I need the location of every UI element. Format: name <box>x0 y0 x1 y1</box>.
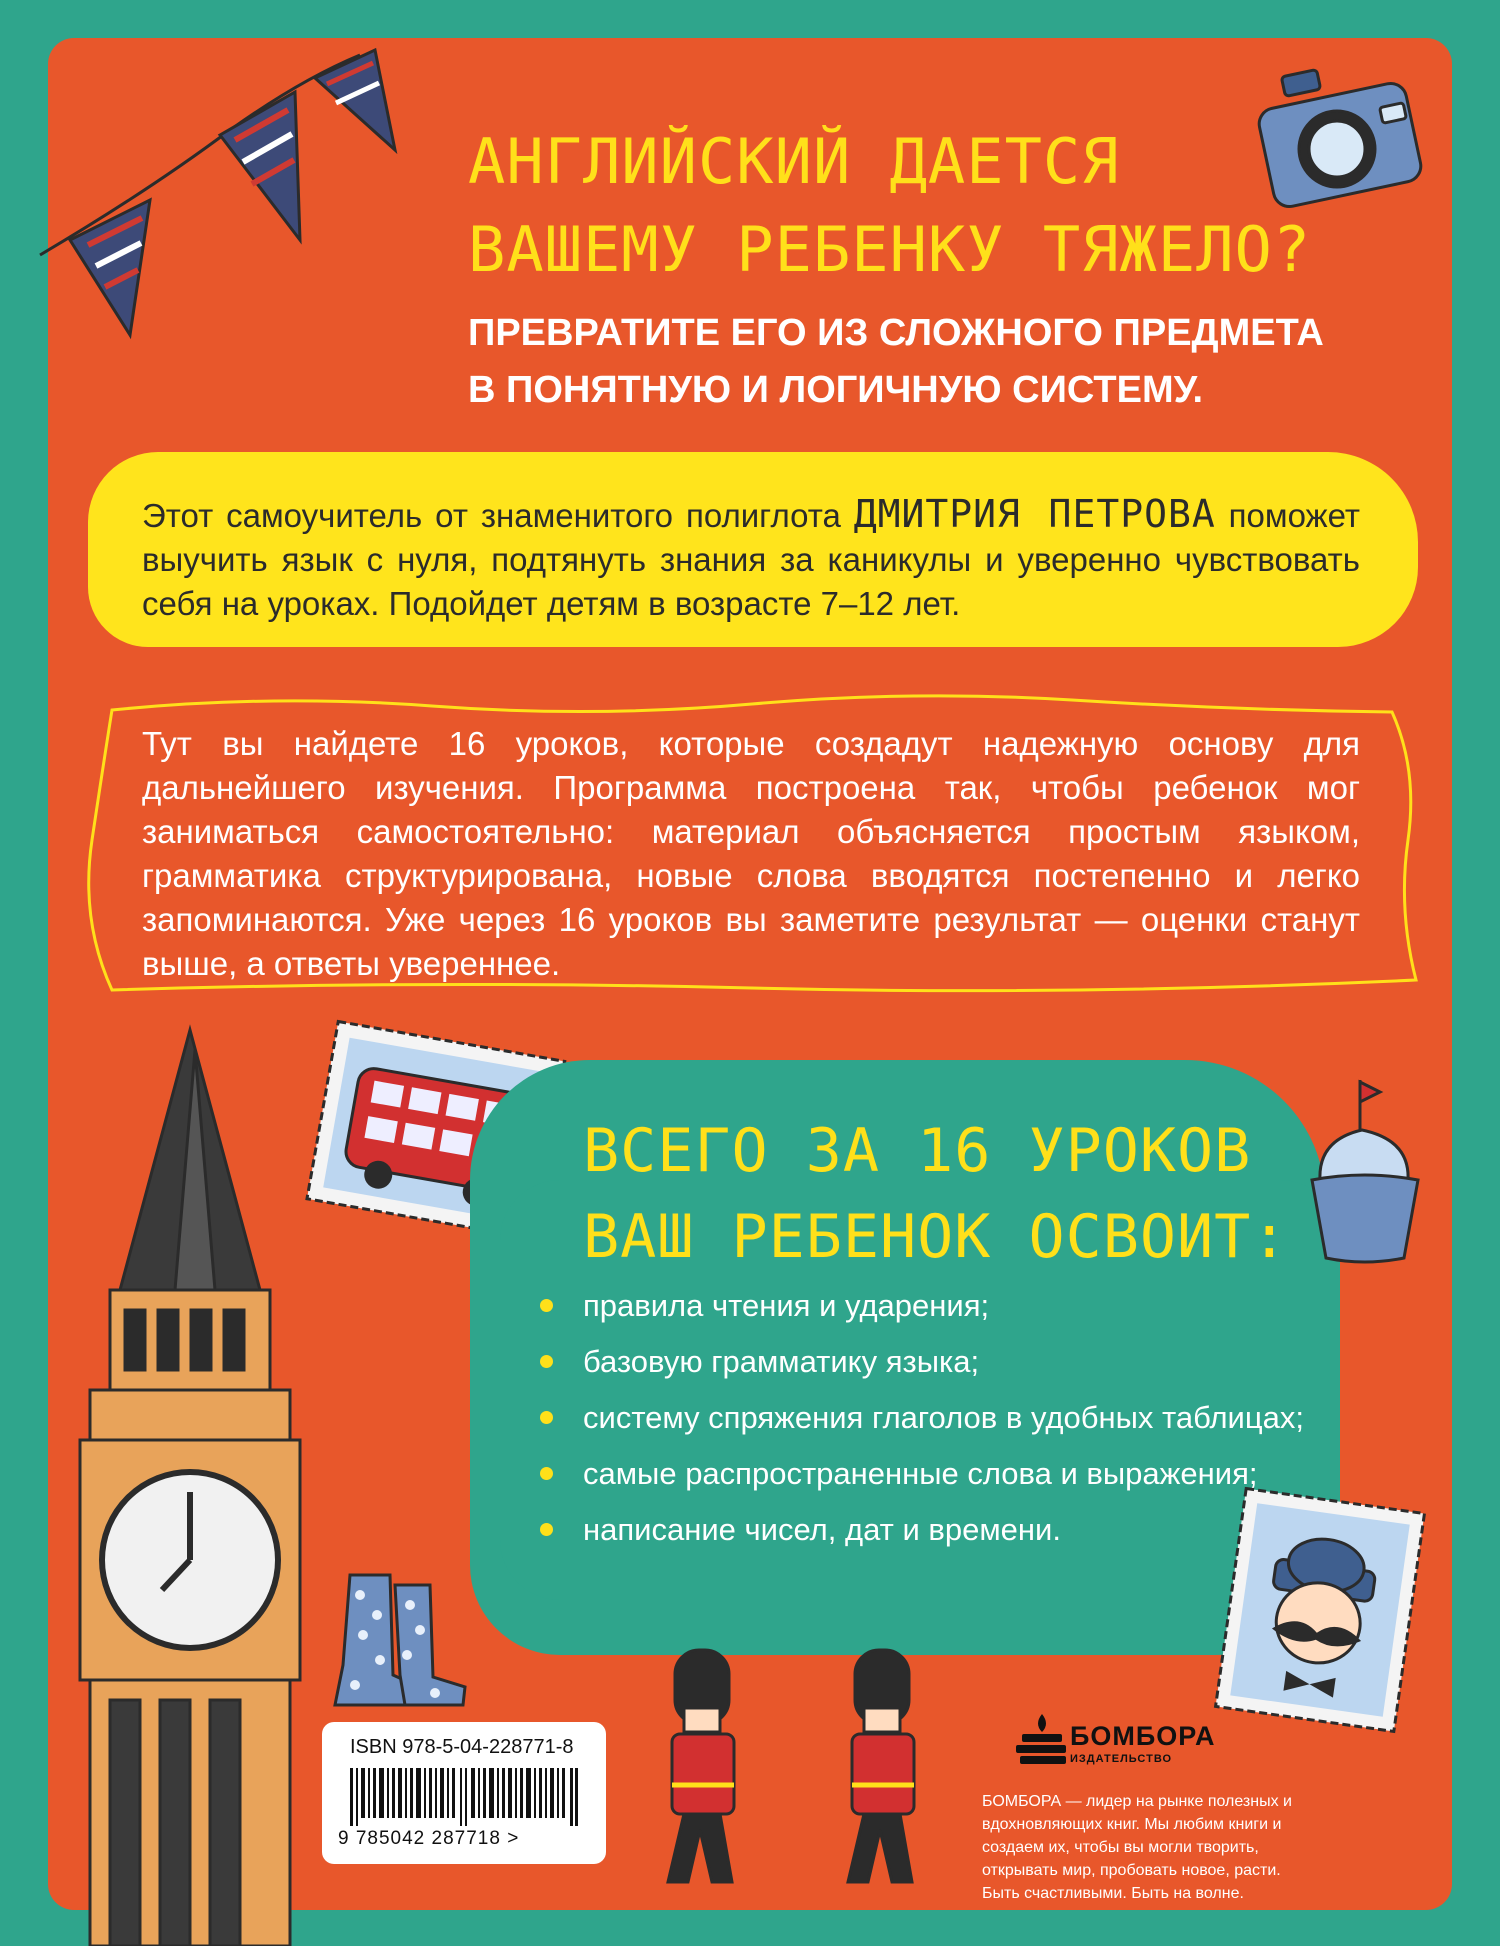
skills-list-item <box>540 1510 1320 1550</box>
skills-title-line-2: ВАШ РЕБЕНОК ОСВОИТ: <box>583 1202 1289 1272</box>
highlight-text-after: поможет выучить язык с нуля, подтянуть знания за каникулы и уверенно чувствовать себя на уроках. Подойдет детям в возрасте 7–12 лет. <box>142 497 1360 622</box>
publisher-subtitle: ИЗДАТЕЛЬСТВО <box>1070 1753 1173 1765</box>
bullet-icon <box>540 1355 553 1368</box>
gentleman-stamp-icon <box>1215 1485 1425 1735</box>
description-text: Тут вы найдете 16 уроков, которые создадут надежную основу для дальнейшего изучения. Программа построена так, чтобы ребенок мог заниматься самостоятельно: материал объясняется простым языком, грамматика структурирована, новые слова вводятся постепенно и легко запоминаются. Уже через 16 уроков вы заметите результат — оценки станут выше, а ответы увереннее. <box>142 725 1360 982</box>
headline-line-1: АНГЛИЙСКИЙ ДАЕТСЯ <box>468 125 1120 198</box>
isbn-digits: 9 785042 287718 > <box>338 1828 520 1849</box>
bullet-icon <box>540 1467 553 1480</box>
publisher-description: БОМБОРА — лидер на рынке полезных и вдохновляющих книг. Мы любим книги и создаем их, чтобы вы могли творить, открывать мир, пробовать новое, расти. Быть счастливыми. Быть на волне. <box>982 1793 1292 1902</box>
big-ben-icon <box>80 1030 330 1946</box>
headline <box>468 118 1368 294</box>
skills-list-item-text: базовую грамматику языка; <box>583 1344 980 1379</box>
boots-icon <box>305 1565 475 1715</box>
skills-list-item <box>540 1342 1320 1382</box>
headline-line-2: ВАШЕМУ РЕБЕНКУ ТЯЖЕЛО? <box>468 213 1312 286</box>
author-name: ДМИТРИЯ ПЕТРОВА <box>853 492 1216 536</box>
barcode-icon <box>350 1768 578 1826</box>
cupcake-icon <box>1300 1080 1430 1270</box>
skills-list-item <box>540 1286 1320 1326</box>
guard-icon <box>820 1650 950 1890</box>
skills-list-item-text: систему спряжения глаголов в удобных таблицах; <box>583 1400 1304 1435</box>
skills-list-item-text: правила чтения и ударения; <box>583 1288 990 1323</box>
bunting-icon <box>30 30 430 360</box>
highlight-text-before: Этот самоучитель от знаменитого полиглота <box>142 497 854 534</box>
isbn-label: ISBN 978-5-04-228771-8 <box>350 1736 574 1758</box>
skills-title-line-1: ВСЕГО ЗА 16 УРОКОВ <box>583 1116 1252 1186</box>
subheadline-line-2: В ПОНЯТНУЮ И ЛОГИЧНУЮ СИСТЕМУ. <box>468 369 1204 411</box>
bullet-icon <box>540 1299 553 1312</box>
skills-list-item-text: написание чисел, дат и времени. <box>583 1512 1061 1547</box>
skills-title <box>583 1108 1323 1280</box>
skills-list-item <box>540 1454 1320 1494</box>
subheadline <box>468 305 1348 419</box>
subheadline-line-1: ПРЕВРАТИТЕ ЕГО ИЗ СЛОЖНОГО ПРЕДМЕТА <box>468 312 1324 354</box>
highlight-text <box>142 492 1360 626</box>
skills-list <box>540 1286 1320 1566</box>
bullet-icon <box>540 1523 553 1536</box>
skills-list-item <box>540 1398 1320 1438</box>
skills-list-item-text: самые распространенные слова и выражения; <box>583 1456 1258 1491</box>
publisher-name: БОМБОРА <box>1070 1721 1216 1751</box>
publisher-logo-icon <box>1012 1712 1072 1770</box>
guard-icon <box>640 1650 770 1890</box>
bullet-icon <box>540 1411 553 1424</box>
